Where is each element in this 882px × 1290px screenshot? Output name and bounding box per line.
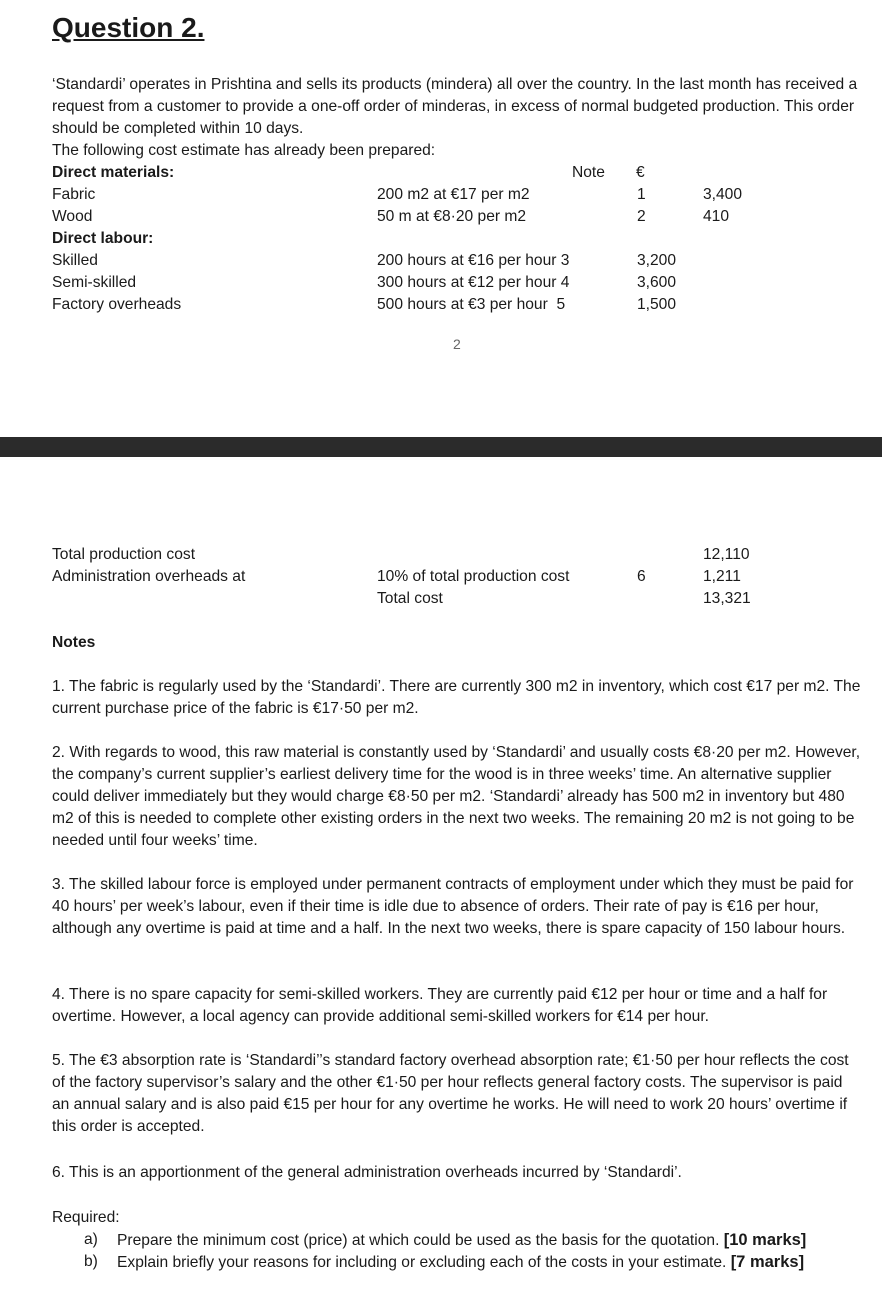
direct-labour-label: Direct labour: (52, 230, 154, 247)
note-6: 6. This is an apportionment of the general administration overheads incurred by ‘Standardi’. (52, 1164, 682, 1181)
note-1: 1. The fabric is regularly used by the ‘Standardi’. There are currently 300 m2 in inventory, which cost €17 per m2. The current purchase price of the fabric is €17·50 per m2. (52, 678, 861, 717)
wood-amount: 410 (703, 208, 730, 225)
note-column-header: Note (572, 164, 605, 181)
intro-estimate-line: The following cost estimate has already been prepared: (52, 142, 436, 159)
required-a-marks: [10 marks] (723, 1231, 807, 1249)
factory-overheads-amount: 1,500 (637, 296, 677, 313)
note-2: 2. With regards to wood, this raw material is constantly used by ‘Standardi’ and usually costs €8·20 per m2. However, the company’s current supplier’s earliest delivery time for the wood is in three weeks’ time. An alternative supplier could deliver immediately but they would charge €8·50 per m2. ‘Standardi’ already has 500 m2 in inventory but 480 m2 of this is needed to complete other existing orders in the next two weeks. The remaining 20 m2 is not going to be needed until four weeks’ time. (52, 744, 861, 849)
required-a-line (117, 1229, 806, 1252)
total-cost-label: Total cost (377, 590, 443, 607)
admin-overheads-amount: 1,211 (703, 568, 741, 585)
question-heading: Question 2. (52, 12, 205, 43)
fabric-amount: 3,400 (703, 186, 743, 203)
admin-overheads-desc: 10% of total production cost (377, 568, 570, 585)
skilled-amount: 3,200 (637, 252, 677, 269)
required-label: Required: (52, 1209, 120, 1226)
skilled-label: Skilled (52, 252, 98, 269)
note-4: 4. There is no spare capacity for semi-skilled workers. They are currently paid €12 per hour or time and a half for overtime. However, a local agency can provide additional semi-skilled workers for €14 per hour. (52, 986, 828, 1025)
note-3: 3. The skilled labour force is employed under permanent contracts of employment under which they must be paid for 40 hours’ per week’s labour, even if their time is idle due to absence of orders. Their rate of pay is €16 per hour, although any overtime is paid at time and a half. In the next two weeks, there is spare capacity of 150 labour hours. (52, 876, 854, 937)
total-production-label: Total production cost (52, 546, 196, 563)
intro-paragraph: ‘Standardi’ operates in Prishtina and sells its products (mindera) all over the country. In the last month has received a request from a customer to provide a one-off order of minderas, in excess of normal budgeted production. This order should be completed within 10 days. (52, 76, 858, 137)
page-number: 2 (453, 336, 461, 352)
total-production-amount: 12,110 (703, 546, 750, 563)
wood-desc: 50 m at €8·20 per m2 (377, 208, 527, 225)
admin-overheads-note: 6 (637, 568, 646, 585)
required-a-letter: a) (84, 1231, 98, 1248)
semi-skilled-amount: 3,600 (637, 274, 677, 291)
wood-note: 2 (637, 208, 646, 225)
admin-overheads-label: Administration overheads at (52, 568, 246, 585)
semi-skilled-label: Semi-skilled (52, 274, 137, 291)
factory-overheads-label: Factory overheads (52, 296, 182, 313)
total-cost-amount: 13,321 (703, 590, 751, 607)
fabric-desc: 200 m2 at €17 per m2 (377, 186, 530, 203)
direct-materials-label: Direct materials: (52, 164, 175, 181)
factory-overheads-desc: 500 hours at €3 per hour 5 (377, 296, 566, 313)
currency-column-header: € (636, 164, 645, 181)
required-a-text: Prepare the minimum cost (price) at which could be used as the basis for the quotation. (117, 1232, 720, 1249)
fabric-label: Fabric (52, 186, 96, 203)
semi-skilled-desc: 300 hours at €12 per hour 4 (377, 274, 570, 291)
notes-heading: Notes (52, 634, 96, 651)
required-b-marks: [7 marks] (730, 1253, 805, 1271)
fabric-note: 1 (637, 186, 646, 203)
note-5: 5. The €3 absorption rate is ‘Standardi’’s standard factory overhead absorption rate; €1·50 per hour reflects the cost of the factory supervisor’s salary and the other €1·50 per hour reflects general factory costs. The supervisor is paid an annual salary and is also paid €15 per hour for any overtime he works. He will need to work 20 hours’ overtime if this order is accepted. (52, 1052, 849, 1135)
required-b-text: Explain briefly your reasons for including or excluding each of the costs in your estimate. (117, 1254, 727, 1271)
page-break-bar (0, 437, 882, 457)
required-b-line (117, 1251, 804, 1274)
wood-label: Wood (52, 208, 93, 225)
required-b-letter: b) (84, 1253, 98, 1270)
skilled-desc: 200 hours at €16 per hour 3 (377, 252, 570, 269)
